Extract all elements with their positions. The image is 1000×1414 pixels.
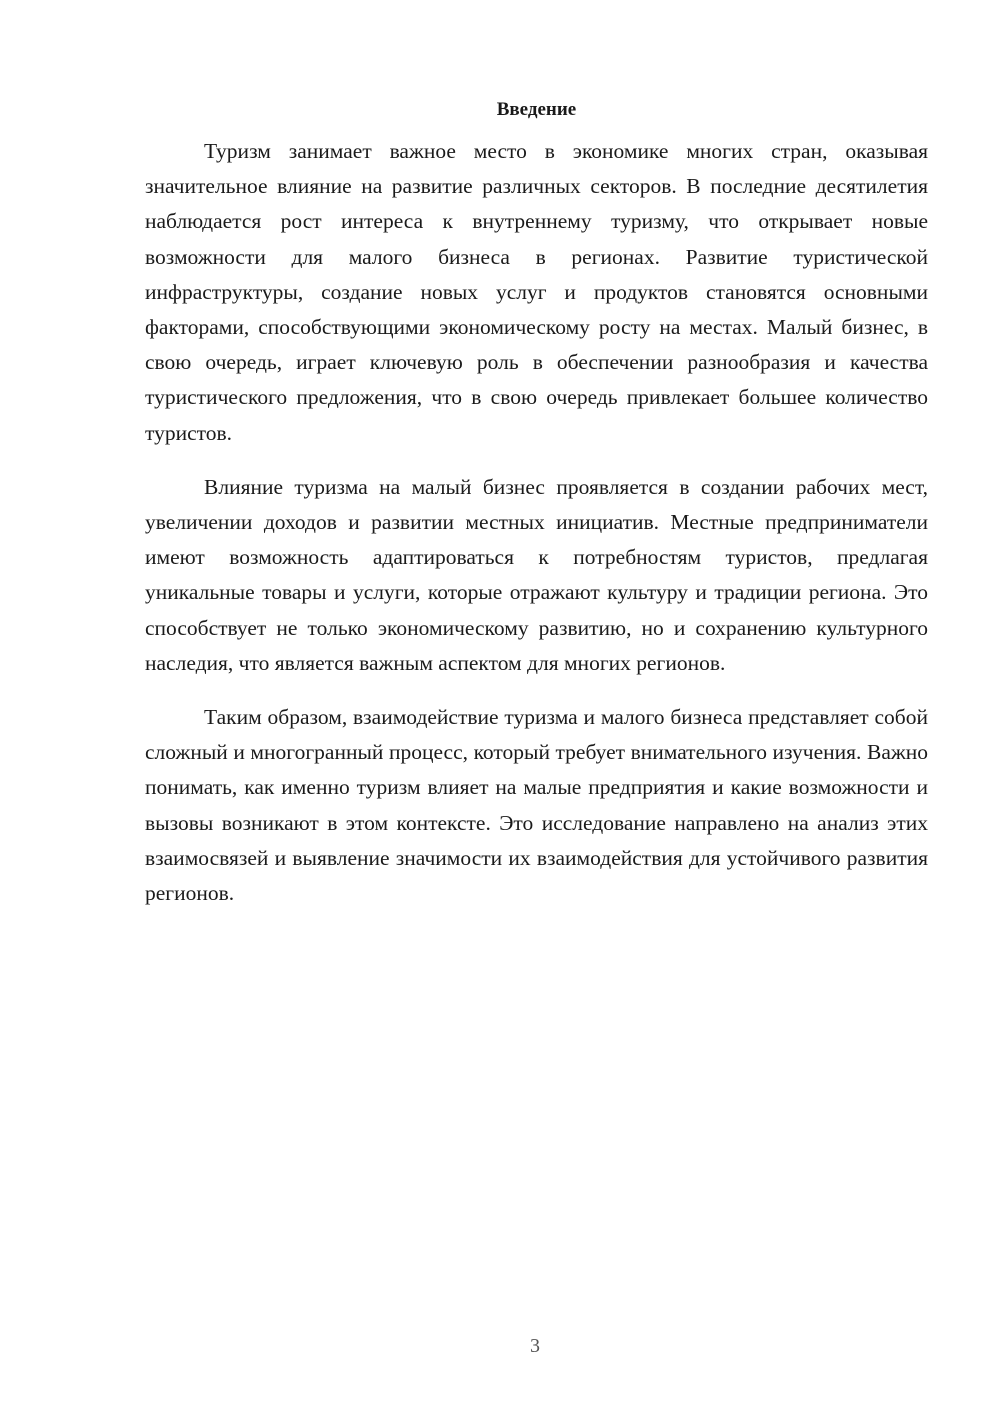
- paragraph-3: Таким образом, взаимодействие туризма и малого бизнеса представляет собой сложный и многогранный процесс, который требует внимательного изучения. Важно понимать, как именно туризм влияет на малые предприятия и какие возможности и вызовы возникают в этом контексте. Это исследование направлено на анализ этих взаимосвязей и выявление значимости их взаимодействия для устойчивого развития регионов.: [145, 705, 928, 906]
- section-heading: Введение: [496, 99, 577, 120]
- paragraph-2: Влияние туризма на малый бизнес проявляется в создании рабочих мест, увеличении доходов и развитии местных инициатив. Местные предприниматели имеют возможность адаптироваться к потребностям туристов, предлагая уникальные товары и услуги, которые отражают культуру и традиции региона. Это способствует не только экономическому развитию, но и сохранению культурного наследия, что является важным аспектом для многих регионов.: [145, 474, 928, 675]
- paragraph-1: Туризм занимает важное место в экономике многих стран, оказывая значительное влияние на развитие различных секторов. В последние десятилетия наблюдается рост интереса к внутреннему туризму, что открывает новые возможности для малого бизнеса в регионах. Развитие туристической инфраструктуры, создание новых услуг и продуктов становятся основными факторами, способствующими экономическому росту на местах. Малый бизнес, в свою очередь, играет ключевую роль в обеспечении разнообразия и качества туристического предложения, что в свою очередь привлекает большее количество туристов.: [145, 139, 928, 445]
- page-content: [145, 96, 928, 930]
- page-number: 3: [530, 1335, 540, 1357]
